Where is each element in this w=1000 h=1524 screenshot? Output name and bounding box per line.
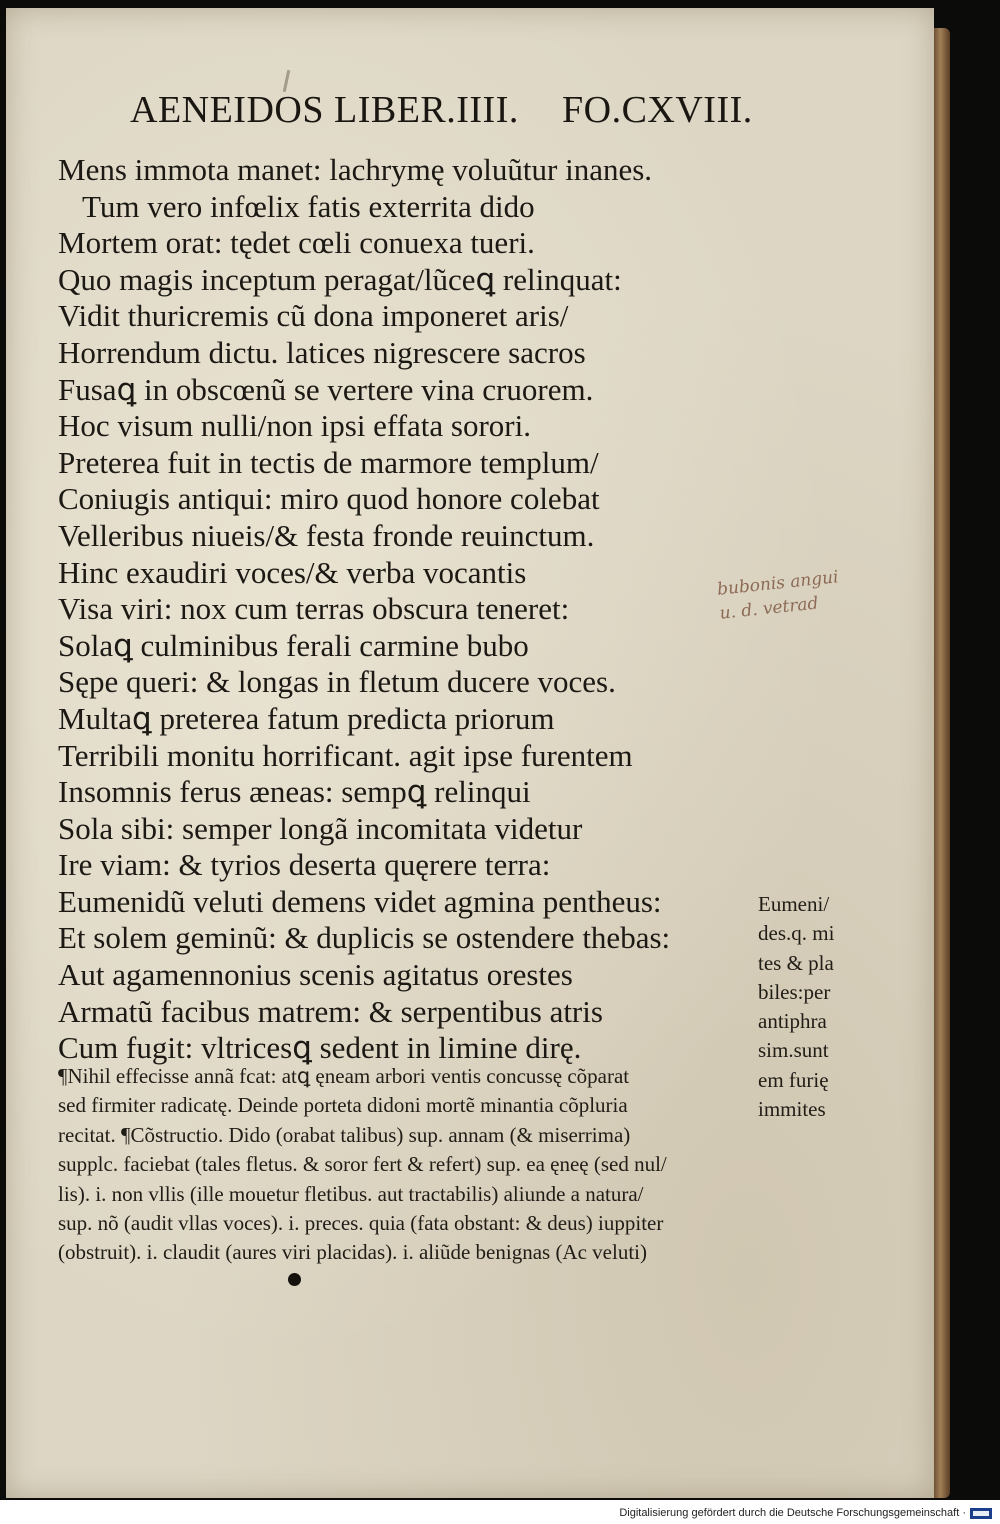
gloss-line: tes & pla — [758, 950, 834, 975]
verse-line: Coniugis antiqui: miro quod honore colebat — [58, 481, 600, 517]
verse-line: Mortem orat: tędet cœli conuexa tueri. — [58, 225, 535, 261]
page-edge — [934, 28, 950, 1498]
running-head-title: AENEIDOS LIBER.IIII. — [130, 89, 519, 131]
gloss-line: immites — [758, 1097, 826, 1122]
commentary-line: recitat. ¶Cõstructio. Dido (orabat talibus) sup. annam (& miserrima) — [58, 1122, 631, 1147]
verse-block — [58, 152, 748, 1067]
commentary-line: sed firmiter radicatę. Deinde porteta didoni mortẽ minantia cõpluria — [58, 1093, 628, 1118]
ink-dot — [288, 1273, 301, 1286]
verse-line: Et solem geminũ: & duplicis se ostendere thebas: — [58, 920, 671, 956]
verse-line: Vidit thuricremis cũ dona imponeret aris/ — [58, 298, 569, 334]
verse-line: Horrendum dictu. latices nigrescere sacros — [58, 334, 586, 370]
verse-line: Sępe queri: & longas in fletum ducere voces. — [58, 664, 616, 700]
verse-line: Visa viri: nox cum terras obscura teneret: — [58, 591, 570, 627]
verse-line: Mens immota manet: lachrymę voluũtur inanes. — [58, 152, 653, 187]
commentary-block — [58, 1062, 758, 1268]
verse-line: Armatũ facibus matrem: & serpentibus atris — [58, 993, 603, 1029]
gloss-line: antiphra — [758, 1009, 827, 1034]
footer-text: Digitalisierung gefördert durch die Deutsche Forschungsgemeinschaft · — [619, 1507, 966, 1519]
commentary-line: supplc. faciebat (tales fletus. & soror fert & refert) sup. ea ęneę (sed nul/ — [58, 1152, 667, 1177]
verse-line: Preterea fuit in tectis de marmore templum/ — [58, 444, 599, 480]
verse-line: Fusaꝗ in obscœnũ se vertere vina cruorem. — [58, 371, 594, 407]
verse-line: Cum fugit: vltricesꝗ sedent in limine dirę. — [58, 1030, 582, 1066]
dfg-logo-icon — [970, 1508, 992, 1519]
verse-line: Insomnis ferus æneas: sempꝗ relinqui — [58, 774, 531, 810]
gloss-line: em furię — [758, 1067, 829, 1092]
running-head — [130, 88, 780, 132]
verse-line: Tum vero infœlix fatis exterrita dido — [82, 188, 535, 224]
verse-line: Aut agamennonius scenis agitatus orestes — [58, 957, 573, 993]
gloss-line: sim.sunt — [758, 1038, 829, 1063]
commentary-line: (obstruit). i. claudit (aures viri placidas). i. aliũde benignas (Ac veluti) — [58, 1240, 647, 1265]
gloss-line: biles:per — [758, 979, 831, 1004]
verse-line: Velleribus niueis/& festa fronde reuinctum. — [58, 517, 595, 553]
verse-line: Ire viam: & tyrios deserta quęrere terra: — [58, 847, 551, 883]
verse-line: Eumenidũ veluti demens videt agmina pentheus: — [58, 883, 662, 919]
commentary-line: lis). i. non vllis (ille mouetur fletibus. aut tractabilis) aliunde a natura/ — [58, 1181, 644, 1206]
gloss-line: des.q. mi — [758, 921, 835, 946]
verse-line: Solaꝗ culminibus ferali carmine bubo — [58, 627, 529, 663]
commentary-line: ¶Nihil effecisse annã fcat: atꝗ ęneam arbori ventis concussę cõparat — [58, 1064, 630, 1088]
commentary-line: sup. nõ (audit vllas voces). i. preces. quia (fata obstant: & deus) iuppiter — [58, 1210, 664, 1235]
folio-number: FO.CXVIII. — [562, 89, 753, 131]
verse-line: Sola sibi: semper longã incomitata videtur — [58, 810, 583, 846]
footer-credit — [619, 1505, 992, 1521]
annotation-line: bubonis angui — [716, 567, 840, 600]
annotation-line: u. d. vetrad — [718, 593, 820, 624]
verse-line: Hoc visum nulli/non ipsi effata sorori. — [58, 408, 531, 444]
verse-line: Quo magis inceptum peragat/lũceꝗ relinquat: — [58, 261, 622, 297]
verse-line: Multaꝗ preterea fatum predicta priorum — [58, 700, 555, 736]
gloss-line: Eumeni/ — [758, 892, 830, 916]
verse-line: Terribili monitu horrificant. agit ipse furentem — [58, 737, 633, 773]
marginal-gloss — [758, 890, 858, 1124]
verse-line: Hinc exaudiri voces/& verba vocantis — [58, 554, 527, 590]
